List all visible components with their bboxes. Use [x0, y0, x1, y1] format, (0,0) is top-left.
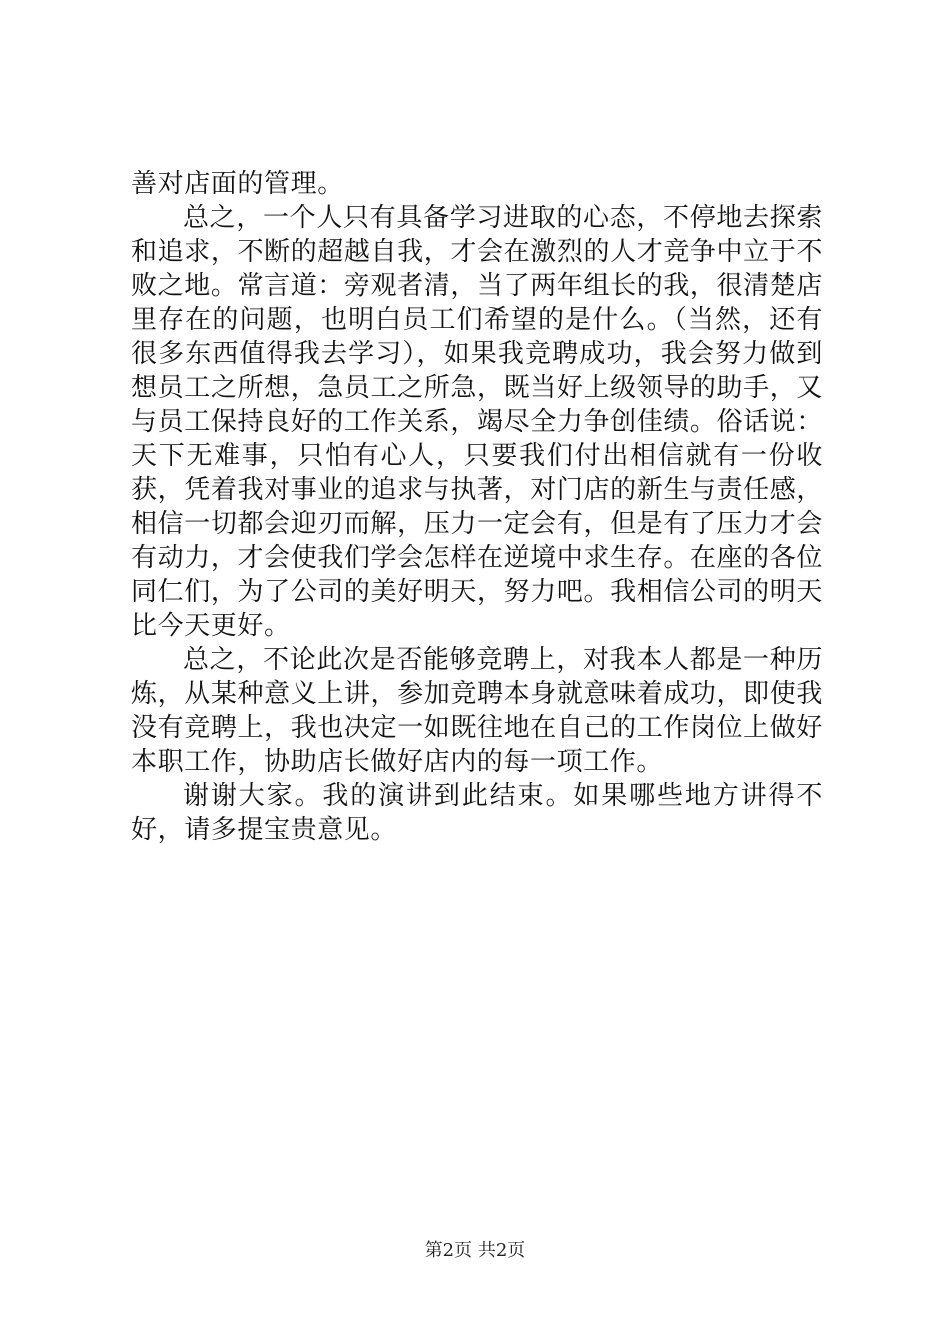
page-footer: 第2页 共2页 [424, 1240, 526, 1261]
paragraph-commitment: 总之，不论此次是否能够竞聘上，对我本人都是一种历炼，从某种意义上讲，参加竞聘本身就意味着成功，即使我没有竞聘上，我也决定一如既往地在自己的工作岗位上做好本职工作，协助店长做好店内的每一项工作。 [131, 645, 823, 777]
paragraph-summary: 总之，一个人只有具备学习进取的心态，不停地去探索和追求，不断的超越自我，才会在激烈的人才竞争中立于不败之地。常言道：旁观者清，当了两年组长的我，很清楚店里存在的问题，也明白员工们希望的是什么。（当然，还有很多东西值得我去学习），如果我竞聘成功，我会努力做到想员工之所想，急员工之所急，既当好上级领导的助手，又与员工保持良好的工作关系，竭尽全力争创佳绩。俗话说：天下无难事，只怕有心人，只要我们付出相信就有一份收获，凭着我对事业的追求与执著，对门店的新生与责任感，相信一切都会迎刃而解，压力一定会有，但是有了压力才会有动力，才会使我们学会怎样在逆境中求生存。在座的各位同仁们，为了公司的美好明天，努力吧。我相信公司的明天比今天更好。 [131, 203, 823, 641]
paragraph-closing: 谢谢大家。我的演讲到此结束。如果哪些地方讲得不好，请多提宝贵意见。 [131, 781, 823, 845]
document-body [131, 167, 823, 847]
paragraph-continuation: 善对店面的管理。 [131, 169, 344, 199]
